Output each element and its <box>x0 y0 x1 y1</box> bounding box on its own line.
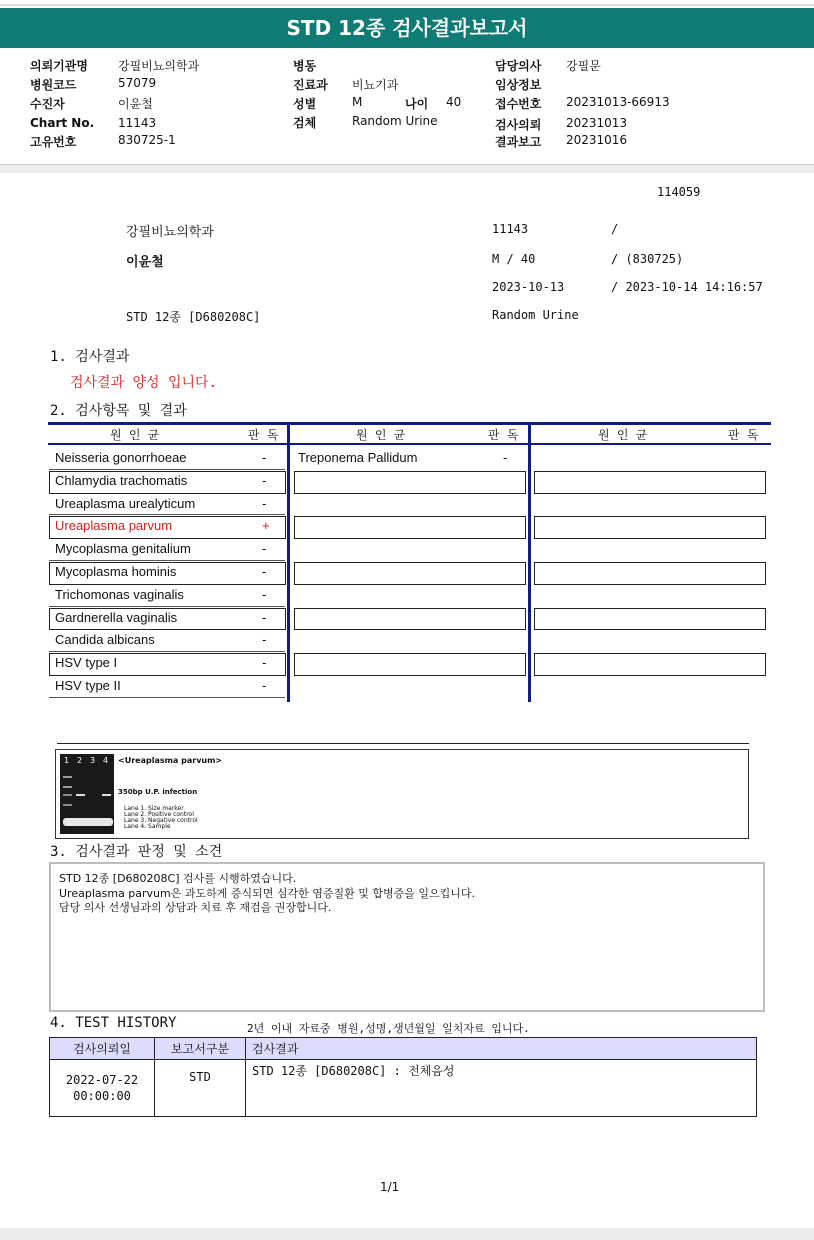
section4-title: 4. TEST HISTORY <box>50 1015 177 1031</box>
gel-primer-band <box>63 818 113 826</box>
history-header-date: 검사의뢰일 <box>50 1038 155 1060</box>
label-request-date: 검사의뢰 <box>495 118 542 132</box>
col2-empty-box <box>294 471 526 494</box>
page-number: 1/1 <box>380 1180 400 1194</box>
pathogen-name: HSV type II <box>55 678 121 693</box>
summary-slash: / <box>611 222 619 236</box>
label-institution: 의뢰기관명 <box>30 59 88 73</box>
pathogen-result: - <box>262 586 267 602</box>
pathogen-name: Trichomonas vaginalis <box>55 586 184 602</box>
history-header-result: 검사결과 <box>246 1038 757 1060</box>
label-hospital-code: 병원코드 <box>30 78 77 92</box>
history-header-type: 보고서구분 <box>155 1038 246 1060</box>
opinion-box <box>49 862 765 1012</box>
value-age: 40 <box>446 95 462 109</box>
summary-name: 이윤철 <box>126 255 164 270</box>
gel-sample-band <box>102 794 111 796</box>
summary-specimen: Random Urine <box>492 308 579 322</box>
col1-header-result: 판 독 <box>248 428 279 442</box>
history-table <box>49 1037 757 1117</box>
gel-lane-2-label: 2 <box>77 756 83 765</box>
opinion-text <box>59 872 475 916</box>
gel-image <box>60 754 114 834</box>
top-border <box>0 4 814 6</box>
opinion-line-3: 담당 의사 선생님과의 상담과 치료 후 재검을 권장합니다. <box>59 901 332 914</box>
value-specimen: Random Urine <box>352 114 438 128</box>
col1-row-underline <box>49 469 285 470</box>
gel-positive-band <box>76 794 85 796</box>
pathogen-name: Neisseria gonorrhoeae <box>55 450 187 465</box>
col2-header-pathogen: 원 인 균 <box>356 428 406 442</box>
label-age: 나이 <box>405 97 429 111</box>
header-separator <box>0 164 814 173</box>
pathogen-name: Mycoplasma hominis <box>55 564 177 579</box>
value-report-date: 20231016 <box>566 133 628 147</box>
col3-empty-box <box>534 653 766 676</box>
col1-row-underline <box>49 651 285 652</box>
label-unique-no: 고유번호 <box>30 135 77 149</box>
gel-marker-band <box>63 794 72 796</box>
label-clinical-info: 임상정보 <box>495 78 542 92</box>
gel-lane-3-label: 3 <box>90 756 96 765</box>
label-report-date: 결과보고 <box>495 135 542 149</box>
value-sex: M <box>352 95 363 109</box>
gel-legend-1: Lane 1. Size marker <box>124 805 184 812</box>
pathogen-result: - <box>262 678 267 693</box>
report-title: STD 12종 검사결과보고서 <box>0 8 814 48</box>
col3-empty-box <box>534 608 766 631</box>
col3-empty-box <box>534 562 766 585</box>
col2-empty-box <box>294 608 526 631</box>
label-receiver: 수진자 <box>30 97 65 111</box>
value-dept: 비뇨기과 <box>352 78 399 92</box>
section2-title: 2. 검사항목 및 결과 <box>50 403 187 419</box>
pathogen-result: + <box>262 518 270 534</box>
gel-marker-band <box>63 804 72 806</box>
history-date: 2022-07-22 <box>65 1073 139 1087</box>
col2-pathogen-name: Treponema Pallidum <box>298 450 418 465</box>
gel-image-frame <box>55 749 749 839</box>
gel-legend-4: Lane 4. Sample <box>124 823 171 830</box>
col3-header-result: 판 독 <box>728 428 759 442</box>
gel-legend-2: Lane 2. Positive control <box>124 811 194 818</box>
pathogen-name: Gardnerella vaginalis <box>55 609 178 625</box>
section1-title: 1. 검사결과 <box>50 349 130 365</box>
gel-marker-band <box>63 786 72 788</box>
label-ward: 병동 <box>293 59 317 73</box>
pathogen-result: - <box>262 472 267 488</box>
opinion-line-1: STD 12종 [D680208C] 검사를 시행하였습니다. <box>59 872 297 885</box>
gel-legend-3: Lane 3. Negative control <box>124 817 198 824</box>
value-chart-no: 11143 <box>118 116 157 130</box>
value-receiver: 이윤철 <box>118 97 153 111</box>
pathogen-name: Chlamydia trachomatis <box>55 472 188 488</box>
gel-marker-band <box>63 776 72 778</box>
label-chart-no: Chart No. <box>30 116 95 130</box>
pathogen-name: Ureaplasma parvum <box>55 518 173 534</box>
col1-row-underline <box>49 560 285 561</box>
pathogen-name: HSV type I <box>55 655 118 671</box>
gel-lane-1-label: 1 <box>64 756 70 765</box>
col2-header-result: 판 독 <box>488 428 519 442</box>
label-sex: 성별 <box>293 97 317 111</box>
pathogen-result: - <box>262 450 267 465</box>
pathogen-result: - <box>262 609 267 625</box>
label-dept: 진료과 <box>293 78 328 92</box>
summary-chart: 11143 <box>492 222 529 236</box>
col1-row-underline <box>49 514 285 515</box>
gel-top-rule <box>57 743 749 744</box>
pathogen-result: - <box>262 632 267 648</box>
result-positive-text: 검사결과 양성 입니다. <box>70 375 218 391</box>
gel-band-label: 350bp U.P. infection <box>118 788 198 796</box>
summary-birth: / (830725) <box>611 252 684 266</box>
col3-empty-box <box>534 471 766 494</box>
pathogen-name: Candida albicans <box>55 632 155 648</box>
col2-empty-box <box>294 653 526 676</box>
table-header-rule <box>48 443 771 445</box>
summary-test: STD 12종 [D680208C] <box>126 310 261 324</box>
pathogen-result: - <box>262 564 267 579</box>
label-receipt-no: 접수번호 <box>495 97 542 111</box>
pathogen-result: - <box>262 541 267 557</box>
pathogen-name: Mycoplasma genitalium <box>55 541 191 557</box>
history-date-cell <box>50 1060 155 1117</box>
label-specimen: 검체 <box>293 116 317 130</box>
history-time: 00:00:00 <box>73 1089 131 1103</box>
pathogen-name: Ureaplasma urealyticum <box>55 495 196 511</box>
column-divider-1 <box>287 422 290 702</box>
pathogen-result: - <box>262 655 267 671</box>
column-divider-2 <box>528 422 531 702</box>
value-unique-no: 830725-1 <box>118 133 176 147</box>
col1-row-underline <box>49 606 285 607</box>
summary-id: 114059 <box>657 185 701 199</box>
summary-clinic: 강필비뇨의학과 <box>126 225 214 240</box>
summary-date2: / 2023-10-14 14:16:57 <box>611 280 763 294</box>
footer-bar <box>0 1228 814 1240</box>
gel-lane-4-label: 4 <box>103 756 109 765</box>
summary-sex-age: M / 40 <box>492 252 536 266</box>
col1-row-underline <box>49 697 285 698</box>
summary-date1: 2023-10-13 <box>492 280 565 294</box>
value-institution: 강필비뇨의학과 <box>118 59 200 73</box>
history-note: 2년 이내 자료중 병원,성명,생년월일 일치자료 입니다. <box>247 1022 530 1035</box>
col2-empty-box <box>294 516 526 539</box>
col2-pathogen-result: - <box>503 450 508 465</box>
table-top-rule <box>48 422 771 425</box>
history-header-row <box>50 1038 757 1060</box>
value-doctor: 강필문 <box>566 59 601 73</box>
col3-empty-box <box>534 516 766 539</box>
section3-title: 3. 검사결과 판정 및 소견 <box>50 844 223 860</box>
history-type: STD <box>155 1060 246 1117</box>
history-result: STD 12종 [D680208C] : 전체음성 <box>246 1060 757 1117</box>
pathogen-result: - <box>262 495 267 511</box>
label-doctor: 담당의사 <box>495 59 542 73</box>
opinion-line-2: Ureaplasma parvum은 과도하게 증식되면 심각한 염증질환 및 합병증을 일으킵니다. <box>59 886 475 900</box>
history-row <box>50 1060 757 1117</box>
value-hospital-code: 57079 <box>118 76 157 90</box>
col2-empty-box <box>294 562 526 585</box>
value-request-date: 20231013 <box>566 116 628 130</box>
col3-header-pathogen: 원 인 균 <box>598 428 648 442</box>
gel-title: <Ureaplasma parvum> <box>118 756 223 765</box>
value-receipt-no: 20231013-66913 <box>566 95 670 109</box>
col1-header-pathogen: 원 인 균 <box>110 428 160 442</box>
